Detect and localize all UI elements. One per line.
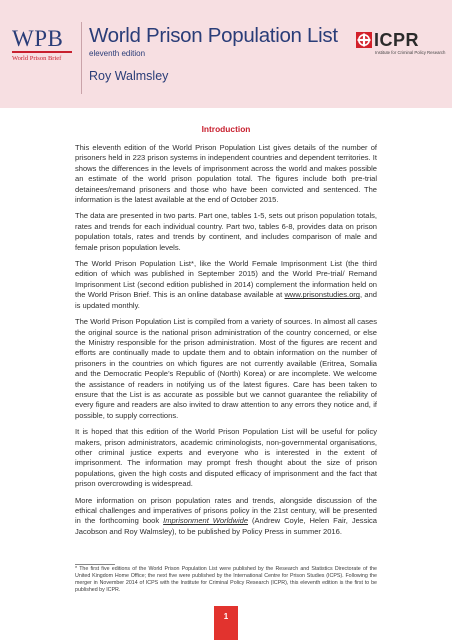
paragraph-6-text-a: More information on prison population rates and trends, alongside discussion of the ethical challenges and imperatives of prisons policy in the 21st century, will be presented in the forthcoming book [75,495,377,526]
paragraph-5: It is hoped that this edition of the World Prison Population List will be useful for policy makers, prison administrators, academic criminologists, non-governmental organisations, other criminal justice experts and everyone who is interested in the extent of imprisonment. The information may prompt fresh thought about the size of prison populations, given the high costs and disputed efficacy of imprisonment and the fact that prison overcrowding is widespread. [75,427,377,489]
author-name: Roy Walmsley [89,69,169,83]
wpb-logo-name: World Prison Brief [12,55,62,62]
wpb-logo [12,28,76,62]
header-divider [81,22,82,94]
paragraph-1: This eleventh edition of the World Prison Population List gives details of the number of prisoners held in 223 prison systems in independent countries and dependent territories. It shows the differences in the levels of imprisonment across the world and makes possible an estimate of the world prison population total. The figures include both pre-trial detainees/remand prisoners and those who have been convicted and sentenced. The information is the latest available at the end of October 2015. [75,143,377,205]
paragraph-2: The data are presented in two parts. Part one, tables 1-5, sets out prison population totals, rates and trends for each individual country. Part two, tables 6-8, provides data on prison population totals, rates and trends by continent, and includes comparison of male and female prison population levels. [75,211,377,252]
paragraph-3-text-b: , and is updated monthly. [75,290,377,310]
section-heading: Introduction [201,124,251,134]
edition-label: eleventh edition [89,49,146,58]
footnote-divider [75,564,115,565]
icpr-logo-name: Institute for Criminal Policy Research [375,50,446,56]
prisonstudies-link[interactable]: www.prisonstudies.org [284,290,360,300]
icpr-logo-acronym: ICPR [374,30,420,50]
paragraph-4: The World Prison Population List is compiled from a variety of sources. In almost all cases the original source is the national prison administration of the country concerned, or else the Ministry responsible for the prison administration. Most of the figures are recent and efforts are continually made to update them and to obtain information on the number of prisoners in the countries on which figures are not currently available (Eritrea, Somalia and the Democratic People’s Republic of (North) Korea) or are incomplete. We welcome the assistance of readers in notifying us of the latest figures. Care has been taken to ensure that the List is as accurate as possible but we cannot guarantee the reliability of every figure and readers are also invited to draw attention to any errors they notice and, if possible, to supply corrections. [75,317,377,420]
main-content [75,124,377,543]
wpb-logo-rule [12,51,72,53]
header-banner [0,0,452,108]
document-title: World Prison Population List [89,24,338,47]
icpr-logo [356,31,446,55]
page-number: 1 [223,612,229,621]
paragraph-3-text-a: The World Prison Population List*, like the World Female Imprisonment List (the third edition of which was published in September 2015) and the World Pre-trial/ Remand Imprisonment List (second edition published in 2014) complement the information held on the World Prison Brief. This is an online database available at [75,259,377,300]
icpr-mark-icon [356,32,372,48]
book-title-link[interactable]: Imprisonment Worldwide [163,516,249,526]
title-block [89,24,338,83]
footnote: * The first five editions of the World Prison Population List were published by the Research and Statistics Directorate of the United Kingdom Home Office; the next five were published by the International Centre for Prison Studies (ICPS). Following the merger in November 2014 of ICPS with the Institute for Criminal Policy Research (ICPR), this eleventh edition is the first to be published by ICPR. [75,566,377,594]
wpb-logo-acronym: WPB [12,26,64,51]
paragraph-3 [75,259,377,311]
paragraph-6 [75,496,377,538]
paragraph-6-text-b: (Andrew Coyle, Helen Fair, Jessica Jacobson and Roy Walmsley), to be published by Policy Press in summer 2016. [75,516,377,536]
